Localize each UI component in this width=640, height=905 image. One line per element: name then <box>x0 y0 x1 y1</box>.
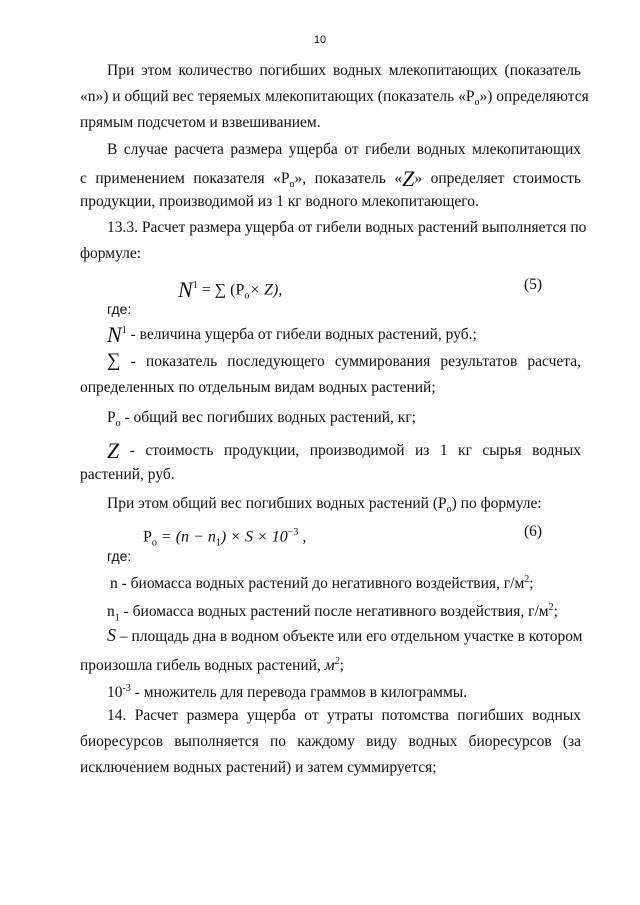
paragraph-1-line-3: прямым подсчетом и взвешиванием. <box>80 114 321 131</box>
text: », показатель « <box>294 170 403 187</box>
formula-sub: о <box>151 537 157 549</box>
base: 10 <box>107 684 123 702</box>
paragraph-3-line-1: 13.3. Расчет размера ущерба от гибели водных растений выполняется по <box>107 219 587 236</box>
paragraph-5-line-2: биоресурсов выполняется по каждому виду водных биоресурсов (за <box>80 733 581 750</box>
paragraph-4 <box>107 494 542 520</box>
formula-sup: 1 <box>192 280 198 291</box>
paragraph-1-line-2 <box>80 87 589 113</box>
subscript: о <box>289 179 295 191</box>
symbol-z: Z <box>402 166 415 191</box>
definition-z-line-1 <box>107 438 581 461</box>
definition-tail: ; <box>529 575 534 593</box>
symbol-p: P <box>107 409 116 426</box>
formula-5-number: (5) <box>524 276 543 293</box>
definition-po <box>107 408 416 434</box>
superscript: 2 <box>524 574 530 585</box>
definition-n1 <box>107 321 477 348</box>
definition-z-line-2: растений, руб. <box>80 466 175 483</box>
text: ») определяются <box>479 88 589 105</box>
symbol-sub: о <box>115 418 121 430</box>
page-number: 10 <box>313 34 327 46</box>
symbol-sub: 1 <box>114 612 120 624</box>
symbol-s: S <box>107 625 116 645</box>
where-label-1: где: <box>107 301 132 317</box>
text: «n») и общий вес теряемых млекопитающих (показатель «P <box>80 88 475 105</box>
symbol-z: Z <box>107 438 120 463</box>
paragraph-1-line-1: При этом количество погибших водных млекопитающих (показатель <box>107 62 581 79</box>
subscript: о <box>446 504 452 516</box>
definition-s-line-1 <box>107 625 581 647</box>
formula-5 <box>178 276 282 307</box>
where-label-2: где: <box>107 548 132 564</box>
symbol-n: N <box>107 322 122 348</box>
definition-sum-line-1 <box>107 351 581 372</box>
formula-sup: −3 <box>287 527 299 538</box>
formula-rhs-2: ) × S × 10 <box>220 528 288 546</box>
definition-tail: ; <box>339 657 344 675</box>
superscript: 2 <box>334 656 340 667</box>
definition-tail: ; <box>553 603 558 621</box>
text: ) по формуле: <box>451 495 542 512</box>
symbol-sum: ∑ <box>107 350 121 371</box>
text: При этом общий вес погибших водных растений (P <box>107 495 447 512</box>
text: » определяет стоимость <box>414 170 581 187</box>
symbol-n: n <box>107 603 115 621</box>
definition-text: n - биомасса водных растений до негативного воздействия, г/м <box>110 575 525 593</box>
formula-6 <box>143 523 306 554</box>
formula-6-number: (6) <box>524 523 543 540</box>
definition-text: - общий вес погибших водных растений, кг; <box>120 409 416 426</box>
superscript: -3 <box>122 683 131 694</box>
definition-text: - величина ущерба от гибели водных растений, руб.; <box>126 326 477 344</box>
definition-10 <box>107 679 467 703</box>
unit: м <box>324 657 335 675</box>
paragraph-2-line-3: продукции, производимой из 1 кг водного млекопитающего. <box>80 193 479 210</box>
formula-rhs: = (n − n <box>156 528 216 546</box>
paragraph-5-line-1: 14. Расчет размера ущерба от утраты потомства погибших водных <box>107 707 581 724</box>
paragraph-2-line-1: В случае расчета размера ущерба от гибели водных млекопитающих <box>107 141 581 158</box>
paragraph-2-line-2 <box>80 166 581 195</box>
formula-rhs-2: × Z), <box>249 281 283 299</box>
formula-rhs-3: , <box>298 528 307 546</box>
definition-text: – площадь дна в водном объекте или его отдельном участке в котором <box>116 628 583 645</box>
subscript: о <box>474 97 480 109</box>
superscript: 2 <box>548 602 554 613</box>
definition-text: произошла гибель водных растений, <box>80 657 325 675</box>
formula-lhs: P <box>143 528 152 546</box>
formula-sub: о <box>244 290 250 302</box>
definition-n <box>110 570 534 594</box>
paragraph-3-line-2: формуле: <box>80 245 142 262</box>
symbol-sup: 1 <box>121 325 127 336</box>
definition-text: - биомасса водных растений после негативного воздействия, г/м <box>119 603 549 621</box>
text: с применением показателя «P <box>80 170 290 187</box>
definition-s-line-2 <box>80 652 344 676</box>
definition-n-1 <box>107 598 558 628</box>
definition-text: - множитель для перевода граммов в килограммы. <box>130 684 468 702</box>
formula-lhs: N <box>178 277 193 303</box>
formula-rhs: = ∑ (P <box>201 281 245 299</box>
definition-sum-line-2: определенных по отдельным видам водных растений; <box>80 379 436 396</box>
formula-sub: 1 <box>215 537 221 549</box>
definition-text: - показатель последующего суммирования результатов расчета, <box>120 353 581 370</box>
definition-text: - стоимость продукции, производимой из 1 кг сырья водных <box>119 442 581 459</box>
paragraph-5-line-3: исключением водных растений) и затем суммируется; <box>80 759 437 776</box>
